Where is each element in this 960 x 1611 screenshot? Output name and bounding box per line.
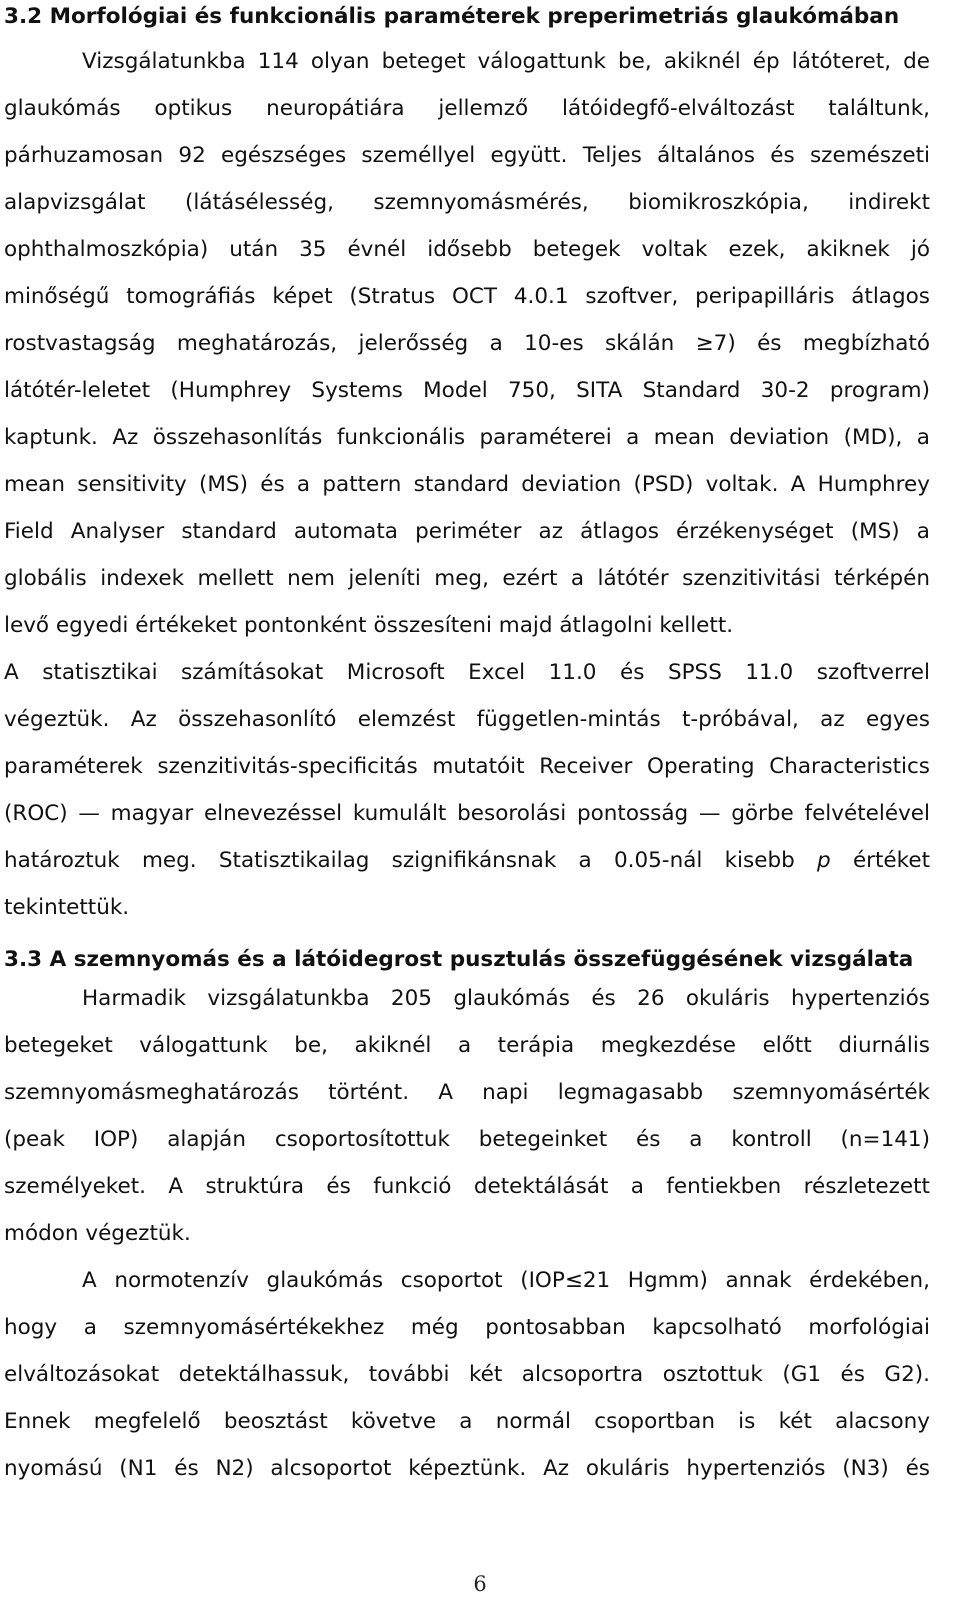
text-line: nyomású (N1 és N2) alcsoportot képeztünk. Az okuláris hypertenziós (N3) és bbox=[4, 1456, 930, 1481]
text-run: határoztuk meg. Statisztikailag szignifikánsnak a 0.05-nál kisebb bbox=[4, 848, 795, 873]
text-line: kaptunk. Az összehasonlítás funkcionális paraméterei a mean deviation (MD), a bbox=[4, 425, 930, 450]
text-line: glaukómás optikus neuropátiára jellemző látóidegfő-elváltozást találtunk, bbox=[4, 96, 930, 121]
section-heading-3-3: 3.3 A szemnyomás és a látóidegrost pusztulás összefüggésének vizsgálata bbox=[4, 947, 914, 972]
text-line: A normotenzív glaukómás csoportot (IOP≤21 Hgmm) annak érdekében, bbox=[82, 1268, 930, 1293]
text-line: Ennek megfelelő beosztást követve a normál csoportban is két alacsony bbox=[4, 1409, 930, 1434]
document-page bbox=[4, 0, 930, 1492]
text-line: végeztük. Az összehasonlító elemzést független-mintás t-próbával, az egyes bbox=[4, 707, 930, 732]
text-line: Harmadik vizsgálatunkba 205 glaukómás és 26 okuláris hypertenziós bbox=[82, 986, 930, 1011]
text-line-with-p bbox=[4, 837, 930, 884]
text-line: mean sensitivity (MS) és a pattern standard deviation (PSD) voltak. A Humphrey bbox=[4, 472, 930, 497]
section-heading-3-2: 3.2 Morfológiai és funkcionális paraméterek preperimetriás glaukómában bbox=[4, 4, 900, 29]
text-line: (ROC) — magyar elnevezéssel kumulált besorolási pontosság — görbe felvételével bbox=[4, 801, 930, 826]
paragraph-iop-groups bbox=[4, 975, 930, 1257]
text-line: szemnyomásmeghatározás történt. A napi legmagasabb szemnyomásérték bbox=[4, 1080, 930, 1105]
text-line: módon végeztük. bbox=[4, 1221, 191, 1246]
text-line: tekintettük. bbox=[4, 895, 130, 920]
page-number: 6 bbox=[473, 1572, 487, 1596]
text-line: alapvizsgálat (látásélesség, szemnyomásmérés, biomikroszkópia, indirekt bbox=[4, 190, 930, 215]
text-line: rostvastagság meghatározás, jelerősség a 10-es skálán ≥7) és megbízható bbox=[4, 331, 930, 356]
text-line: paraméterek szenzitivitás-specificitás mutatóit Receiver Operating Characteristics bbox=[4, 754, 930, 779]
text-line: ophthalmoszkópia) után 35 évnél idősebb betegek voltak ezek, akiknek jó bbox=[4, 237, 930, 262]
text-line: párhuzamosan 92 egészséges személlyel együtt. Teljes általános és szemészeti bbox=[4, 143, 930, 168]
text-line: minőségű tomográfiás képet (Stratus OCT 4.0.1 szoftver, peripapilláris átlagos bbox=[4, 284, 930, 309]
text-line: A statisztikai számításokat Microsoft Excel 11.0 és SPSS 11.0 szoftverrel bbox=[4, 660, 930, 685]
p-symbol: p bbox=[817, 848, 831, 873]
text-line: személyeket. A struktúra és funkció detektálását a fentiekben részletezett bbox=[4, 1174, 930, 1199]
text-line: látótér-leletet (Humphrey Systems Model 750, SITA Standard 30-2 program) bbox=[4, 378, 930, 403]
text-line: (peak IOP) alapján csoportosítottuk betegeinket és a kontroll (n=141) bbox=[4, 1127, 930, 1152]
text-line: Vizsgálatunkba 114 olyan beteget válogattunk be, akiknél ép látóteret, de bbox=[82, 49, 930, 74]
text-line: levő egyedi értékeket pontonként összesíteni majd átlagolni kellett. bbox=[4, 613, 734, 638]
text-line: globális indexek mellett nem jeleníti meg, ezért a látótér szenzitivitási térképén bbox=[4, 566, 930, 591]
text-line: elváltozásokat detektálhassuk, további két alcsoportra osztottuk (G1 és G2). bbox=[4, 1362, 930, 1387]
paragraph-normotensive bbox=[4, 1257, 930, 1492]
text-run: értéket bbox=[852, 848, 931, 873]
text-line: betegeket válogattunk be, akiknél a terápia megkezdése előtt diurnális bbox=[4, 1033, 930, 1058]
text-line: hogy a szemnyomásértékekhez még pontosabban kapcsolható morfológiai bbox=[4, 1315, 930, 1340]
text-line: Field Analyser standard automata periméter az átlagos érzékenységet (MS) a bbox=[4, 519, 930, 544]
paragraph-methods bbox=[4, 38, 930, 649]
paragraph-statistics bbox=[4, 649, 930, 931]
